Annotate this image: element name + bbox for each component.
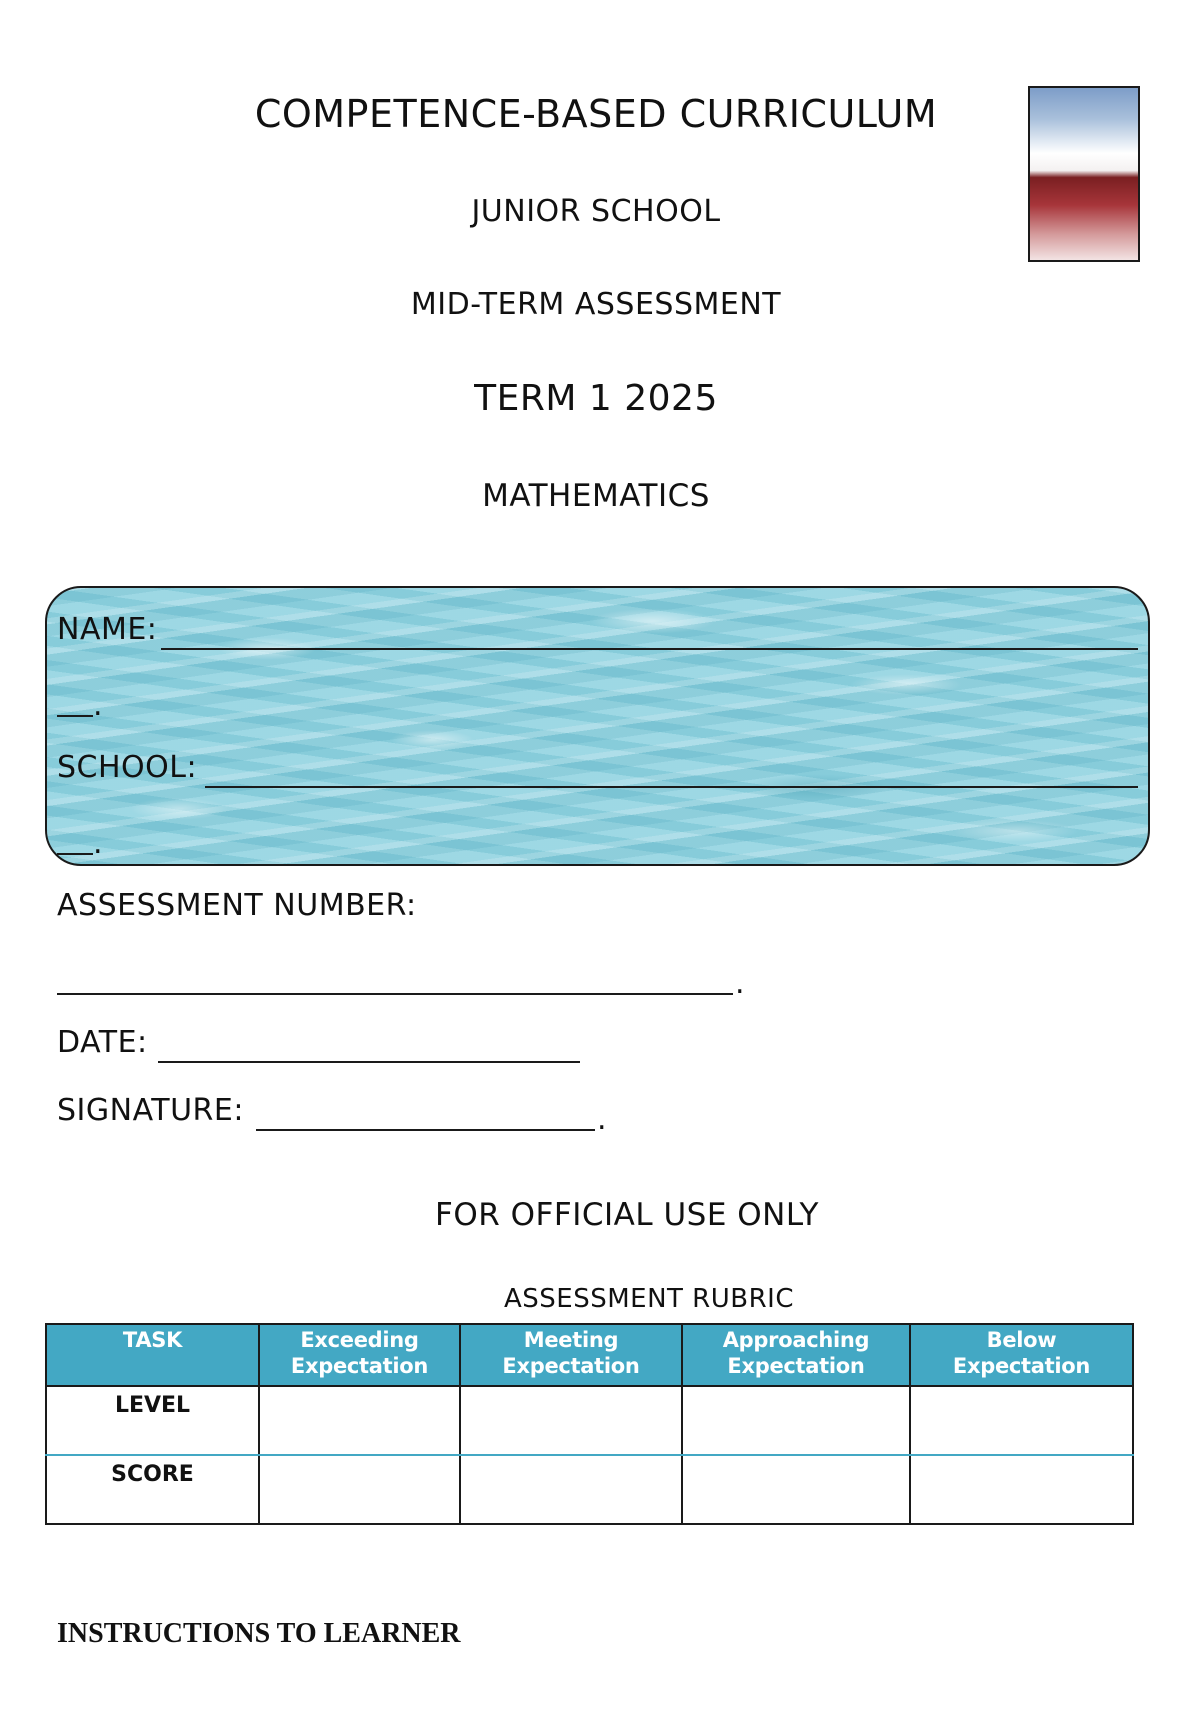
row-label-level: LEVEL [46, 1386, 259, 1455]
subject-title: MATHEMATICS [482, 478, 710, 514]
name-label: NAME: [57, 612, 158, 647]
instructions-title: INSTRUCTIONS TO LEARNER [57, 1618, 461, 1649]
signature-line[interactable] [256, 1129, 595, 1131]
school-line-end: . [93, 826, 103, 861]
school-line[interactable] [205, 786, 1138, 788]
name-line[interactable] [161, 648, 1138, 650]
level-meeting-cell[interactable] [460, 1386, 682, 1455]
assessment-number-line-end: . [735, 966, 745, 1001]
column-header-task: TASK [46, 1324, 259, 1386]
score-below-cell[interactable] [910, 1455, 1133, 1524]
score-approaching-cell[interactable] [682, 1455, 910, 1524]
flag-emblem [1028, 86, 1140, 262]
score-exceeding-cell[interactable] [259, 1455, 460, 1524]
rubric-title: ASSESSMENT RUBRIC [503, 1284, 794, 1314]
signature-label: SIGNATURE: [57, 1093, 244, 1128]
date-line[interactable] [158, 1061, 580, 1063]
school-label: SCHOOL: [57, 750, 198, 785]
learner-details-box [45, 586, 1150, 866]
level-approaching-cell[interactable] [682, 1386, 910, 1455]
assessment-number-line[interactable] [57, 993, 733, 995]
rubric-row-level [46, 1386, 1133, 1455]
curriculum-title: COMPETENCE-BASED CURRICULUM [254, 92, 938, 136]
row-label-score: SCORE [46, 1455, 259, 1524]
assessment-rubric-table [45, 1323, 1134, 1525]
name-line-continuation[interactable] [57, 715, 93, 717]
name-line-end: . [93, 688, 103, 723]
school-level: JUNIOR SCHOOL [471, 194, 721, 229]
score-meeting-cell[interactable] [460, 1455, 682, 1524]
date-label: DATE: [57, 1025, 148, 1060]
term-label: TERM 1 2025 [474, 378, 718, 419]
assessment-number-label: ASSESSMENT NUMBER: [57, 888, 417, 923]
column-header-approaching: Approaching Expectation [682, 1324, 910, 1386]
official-use-title: FOR OFFICIAL USE ONLY [435, 1197, 819, 1233]
school-line-continuation[interactable] [57, 853, 93, 855]
level-exceeding-cell[interactable] [259, 1386, 460, 1455]
assessment-title: MID-TERM ASSESSMENT [410, 287, 782, 322]
level-below-cell[interactable] [910, 1386, 1133, 1455]
signature-line-end: . [597, 1102, 607, 1137]
column-header-meeting: Meeting Expectation [460, 1324, 682, 1386]
column-header-below: Below Expectation [910, 1324, 1133, 1386]
rubric-header-row [46, 1324, 1133, 1386]
column-header-exceeding: Exceeding Expectation [259, 1324, 460, 1386]
rubric-row-score [46, 1455, 1133, 1524]
